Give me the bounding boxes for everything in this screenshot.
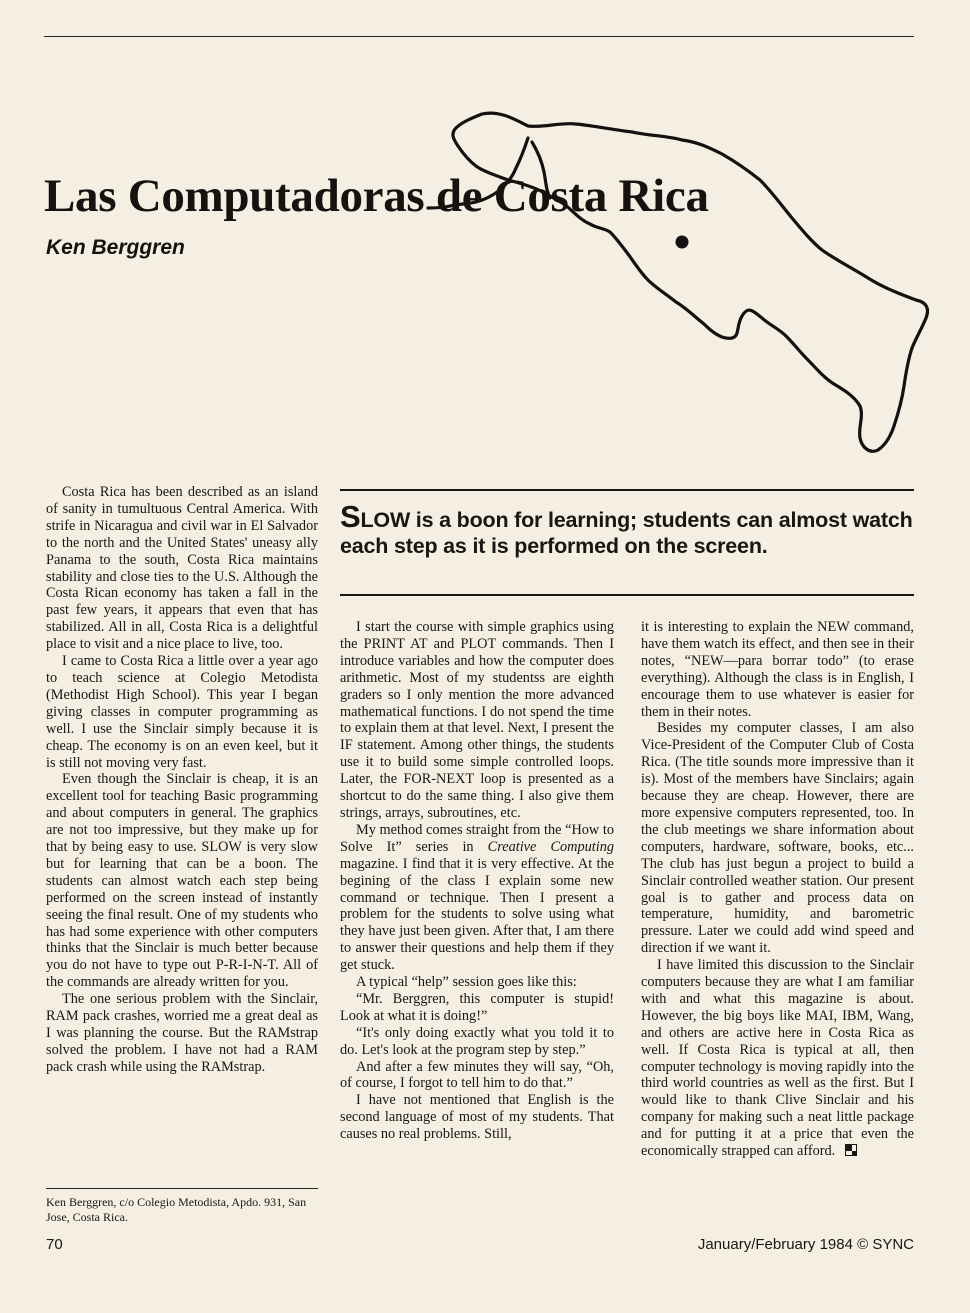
pull-quote <box>340 499 914 559</box>
footnote-rule <box>46 1188 318 1189</box>
pull-quote-rule-bottom <box>340 594 914 596</box>
top-rule <box>44 36 914 37</box>
paragraph: Even though the Sinclair is cheap, it is an excellent tool for teaching Basic programming and about computers in general. The graphics are not too impressive, but they make up for that by being easy to use. SLOW is very slow but for learning that can be a boon. The students can almost watch each step being performed on the screen instead of instantly seeing the final result. One of my students who has had some experience with other computers thinks that the Sinclair is much better because you do not have to type out P-R-I-N-T. All of the commands are already written for you. <box>46 771 318 991</box>
paragraph: And after a few minutes they will say, “Oh, of course, I forgot to tell him to do that.” <box>340 1058 614 1092</box>
paragraph-continuation: it is interesting to explain the NEW command, have them watch its effect, and then see in their notes, “NEW—para borrar todo” (to erase everything). Although the class is in English, I encourage them to use whatever is easier for them in their notes. <box>641 619 914 720</box>
paragraph: I start the course with simple graphics using the PRINT AT and PLOT commands. Then I introduce variables and how the computer does arithmetic. Most of my studentss are eighth graders so I only mention the more advanced mathematical functions. I do not spend the time to explain them at that level. Next, I present the IF statement. Among other things, the students use it to build some simple controlled loops. Later, the FOR-NEXT loop is presented as a shortcut to do the same thing. I also give them strings, arrays, subroutines, etc. <box>340 619 614 821</box>
paragraph: A typical “help” session goes like this: <box>356 974 577 991</box>
costa-rica-map-outline-icon <box>420 96 930 456</box>
method-text-after: magazine. I find that it is very effective. At the begining of the class I explain some new command or technique. Then I present a problem for the students to solve using what they have just been given. After that, I am there to answer their questions and help them if they get stuck. <box>340 855 614 974</box>
column-2 <box>340 619 614 1143</box>
paragraph: Costa Rica has been described as an island of sanity in tumultuous Central America. With strife in Nicaragua and civil war in El Salvador to the north and the United States' uneasy ally Panama to the south, Costa Rica maintains stability and close ties to the U.S. Although the Costa Rican economy has taken a fall in the past few years, it appears that even that has stabilized. All in all, Costa Rica is a delightful place to visit and a nice place to live, too. <box>46 484 318 653</box>
pull-quote-text: LOW is a boon for learning; students can almost watch each step as it is performed on the screen. <box>340 508 913 558</box>
page-number: 70 <box>46 1236 63 1253</box>
article-title: Las Computadoras de Costa Rica <box>44 170 709 222</box>
paragraph <box>641 957 914 1160</box>
paragraph: I have not mentioned that English is the second language of most of my students. That causes no real problems. Still, <box>340 1092 614 1143</box>
pull-quote-rule-top <box>340 489 914 491</box>
end-of-article-square-icon <box>845 1144 857 1156</box>
column-1 <box>46 484 318 1076</box>
capital-dot <box>676 236 689 249</box>
paragraph: Besides my computer classes, I am also Vice-President of the Computer Club of Costa Rica. (The title sounds more impressive than it is). Most of the members have Sinclairs; again because they are cheap. However, there are more expensive computers represented, too. In the club meetings we share information about computers, hardware, software, books, etc... The club has just begun a project to build a Sinclair controlled weather station. Our present goal is to gather and process data on temperature, humidity, and barometric pressure. Later we could add wind speed and direction if we want it. <box>641 720 914 957</box>
column-3 <box>641 619 914 1160</box>
method-text-before: My method comes straight from the “How to Solve It” series in <box>340 821 614 855</box>
issue-folio: January/February 1984 © SYNC <box>697 1236 914 1253</box>
paragraph: I came to Costa Rica a little over a year ago to teach science at Colegio Metodista (Methodist High School). This year I began giving classes in computer programming as well. I use the Sinclair simply because it is cheap. The economy is on an even keel, but it is still not moving very fast. <box>46 653 318 771</box>
paragraph <box>340 822 614 974</box>
pull-quote-drop-letter: S <box>340 499 361 534</box>
closing-paragraph-text: I have limited this discussion to the Sinclair computers because they are what I am familiar with and what this magazine is about. However, the big boys like MAI, IBM, Wang, and others are active here in Costa Rica as well. If Costa Rica is typical at all, then computer technology is moving rapidly into the third world countries as well as the first. But I would like to thank Clive Sinclair and his company for making such a neat little package and for putting it at a price that even the economically strapped can afford. <box>641 957 914 1160</box>
author-address-footnote: Ken Berggren, c/o Colegio Metodista, Apdo. 931, San Jose, Costa Rica. <box>46 1195 307 1224</box>
paragraph: The one serious problem with the Sinclair, RAM pack crashes, worried me a great deal as I was planning the course. But the RAMstrap solved the problem. I have not had a RAM pack crash while using the RAMstrap. <box>46 991 318 1075</box>
dialogue-line: “Mr. Berggren, this computer is stupid! Look at what it is doing!” <box>340 990 614 1024</box>
author-byline: Ken Berggren <box>46 236 185 259</box>
magazine-name: Creative Computing <box>487 838 614 855</box>
map-outline <box>428 113 928 451</box>
dialogue-line: “It's only doing exactly what you told it to do. Let's look at the program step by step.” <box>340 1024 614 1058</box>
